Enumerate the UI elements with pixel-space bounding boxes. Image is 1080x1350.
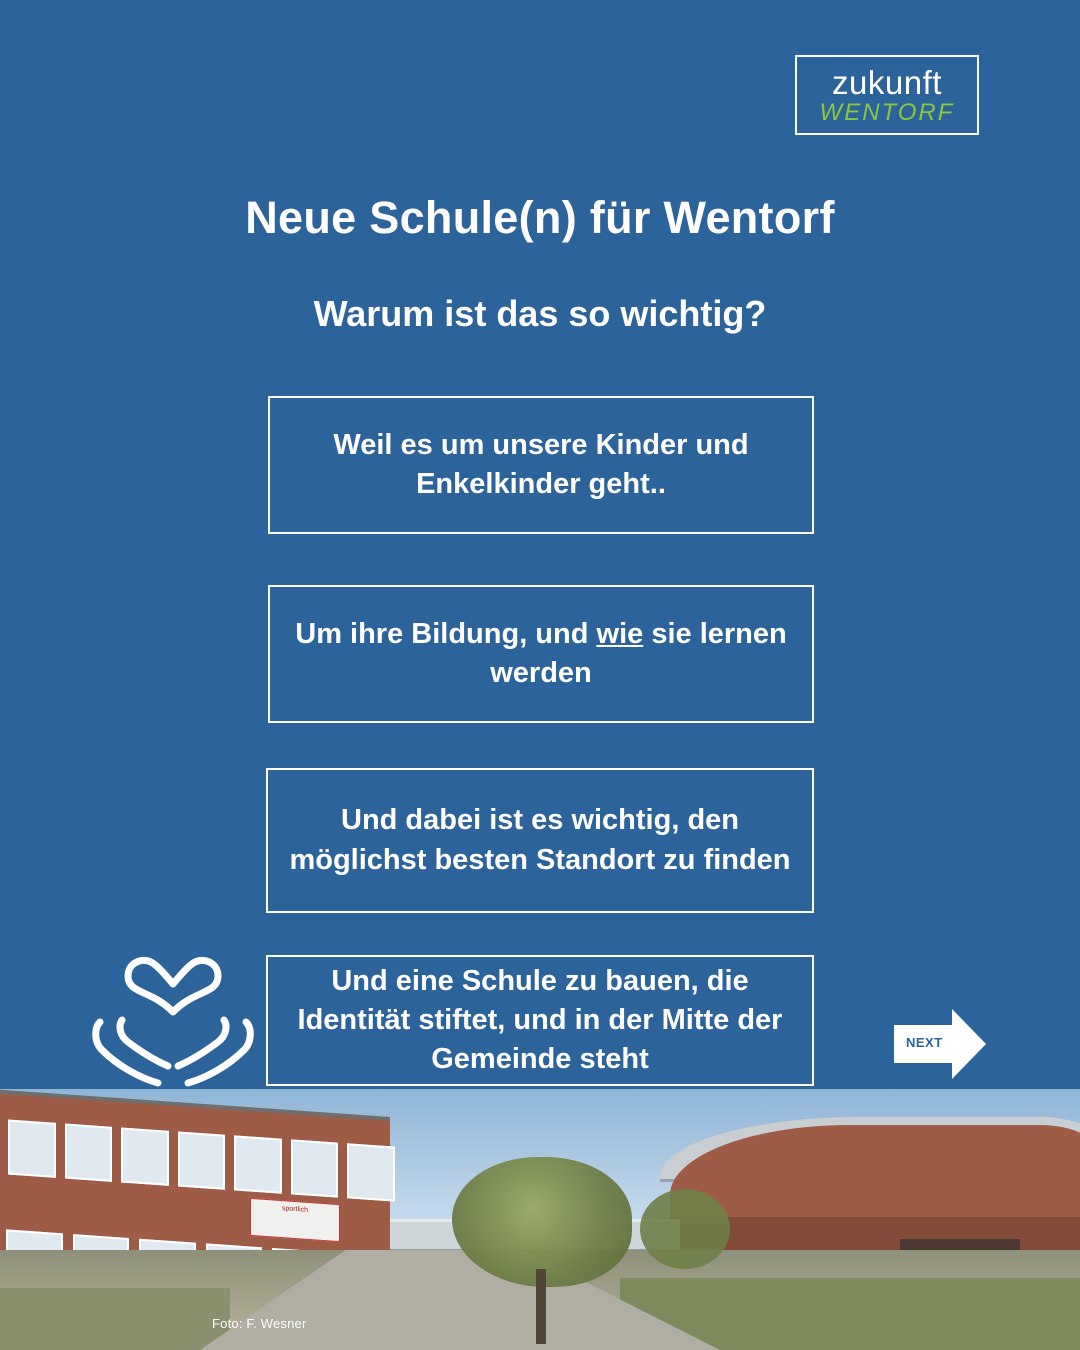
- statement-text-2: [284, 615, 798, 693]
- page-title: Neue Schule(n) für Wentorf: [245, 192, 835, 243]
- heart-in-hands-icon: [88, 950, 258, 1095]
- logo-sub-text: WENTORF: [819, 98, 955, 126]
- logo-main-text: zukunft: [832, 63, 942, 101]
- statement-text-2-emphasis: wie: [596, 617, 644, 650]
- statement-text-2-before: Um ihre Bildung, und: [295, 617, 597, 650]
- statement-text-4: Und eine Schule zu bauen, die Identität stiftet, und in der Mitte der Gemeinde steht: [297, 964, 783, 1076]
- statement-text-2-after: sie lernen werden: [490, 617, 787, 689]
- photo-window: [291, 1139, 339, 1197]
- page-subtitle: Warum ist das so wichtig?: [313, 293, 767, 334]
- next-button-label[interactable]: NEXT: [906, 1035, 943, 1050]
- photo-tree-secondary: [640, 1189, 730, 1269]
- photo-credit: Foto: F. Wesner: [212, 1316, 307, 1331]
- photo-window: [65, 1124, 113, 1182]
- statement-text-1: Weil es um unsere Kinder und Enkelkinder geht..: [333, 428, 749, 500]
- statement-text-3: Und dabei ist es wichtig, den möglichst besten Standort zu finden: [289, 804, 791, 876]
- photo-window: [178, 1131, 226, 1189]
- photo-banner: sportlich: [250, 1198, 340, 1242]
- statement-box-4: [266, 955, 814, 1086]
- statement-box-3: [266, 768, 814, 913]
- photo-window: [347, 1143, 395, 1201]
- brand-logo: [795, 55, 979, 135]
- school-photo: [0, 1089, 1080, 1350]
- photo-tree-trunk: [536, 1269, 546, 1344]
- photo-window: [121, 1127, 169, 1185]
- photo-window: [234, 1135, 282, 1193]
- photo-window: [8, 1120, 56, 1178]
- photo-grass-left: [0, 1288, 230, 1350]
- statement-box-2: [268, 585, 814, 723]
- statement-box-1: [268, 396, 814, 534]
